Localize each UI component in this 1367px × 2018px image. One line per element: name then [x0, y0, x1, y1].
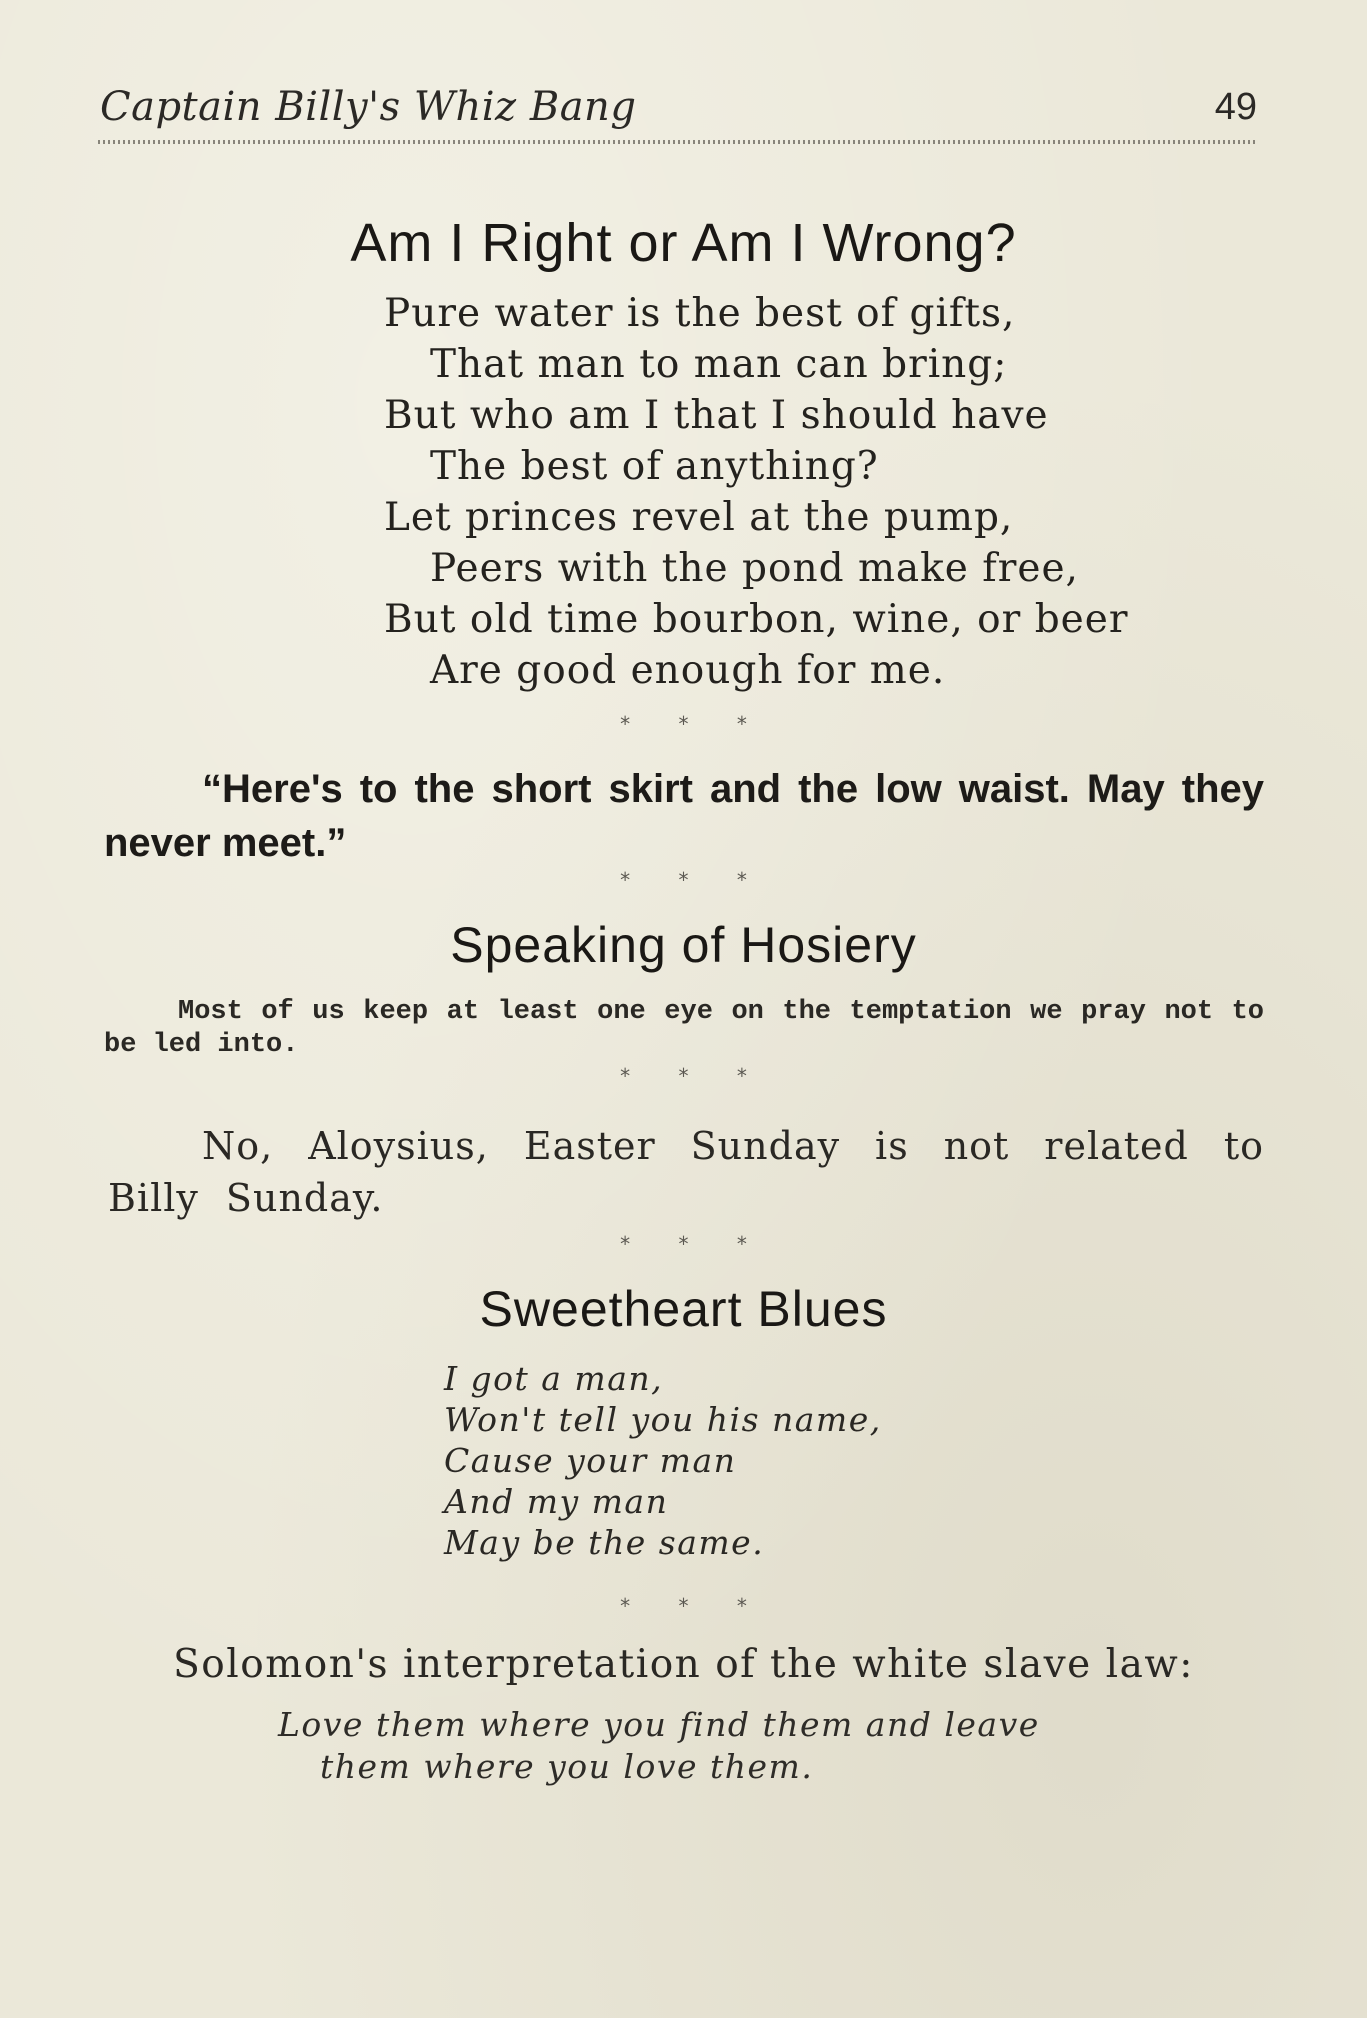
running-title: Captain Billy's Whiz Bang: [100, 84, 637, 130]
aloysius-paragraph: No, Aloysius, Easter Sunday is not related to Billy Sunday.: [108, 1124, 1264, 1220]
solomon-maxim: [278, 1704, 1040, 1788]
poem-title: Am I Right or Am I Wrong?: [350, 213, 1017, 273]
poem-line: But who am I that I should have: [384, 393, 1049, 438]
separator-1: * * *: [620, 712, 747, 736]
blues-title: Sweetheart Blues: [479, 1281, 888, 1337]
hosiery-text: Most of us keep at least one eye on the temptation we pray not to be led into.: [104, 997, 1264, 1060]
poem-line: Are good enough for me.: [430, 648, 946, 693]
blues-line: Won't tell you his name,: [444, 1400, 882, 1439]
poem-line: But old time bourbon, wine, or beer: [384, 597, 1129, 642]
toast-paragraph: “Here's to the short skirt and the low waist. May they never meet.”: [104, 767, 1264, 865]
blues-line: May be the same.: [444, 1523, 765, 1562]
separator-4: * * *: [620, 1232, 747, 1256]
hosiery-title: Speaking of Hosiery: [450, 917, 917, 973]
separator-3: * * *: [620, 1064, 747, 1088]
blues-line: I got a man,: [444, 1359, 664, 1398]
poem-line: Pure water is the best of gifts,: [384, 291, 1016, 336]
poem-line: Peers with the pond make free,: [430, 546, 1079, 591]
maxim-line-1: Love them where you find them and leave: [278, 1705, 1040, 1744]
poem-line: That man to man can bring;: [430, 342, 1008, 387]
poem-line: The best of anything?: [430, 444, 879, 489]
solomon-intro: Solomon's interpretation of the white slave law:: [173, 1642, 1194, 1687]
header-rule: [98, 140, 1258, 144]
separator-2: * * *: [620, 868, 747, 892]
blues-line: And my man: [444, 1482, 669, 1521]
maxim-line-2: them where you love them.: [320, 1747, 814, 1786]
page-number: 49: [1214, 86, 1257, 128]
poem-line: Let princes revel at the pump,: [384, 495, 1014, 540]
separator-5: * * *: [620, 1594, 747, 1618]
poem-body: [384, 288, 1128, 696]
blues-line: Cause your man: [444, 1441, 737, 1480]
blues-body: [444, 1358, 882, 1563]
